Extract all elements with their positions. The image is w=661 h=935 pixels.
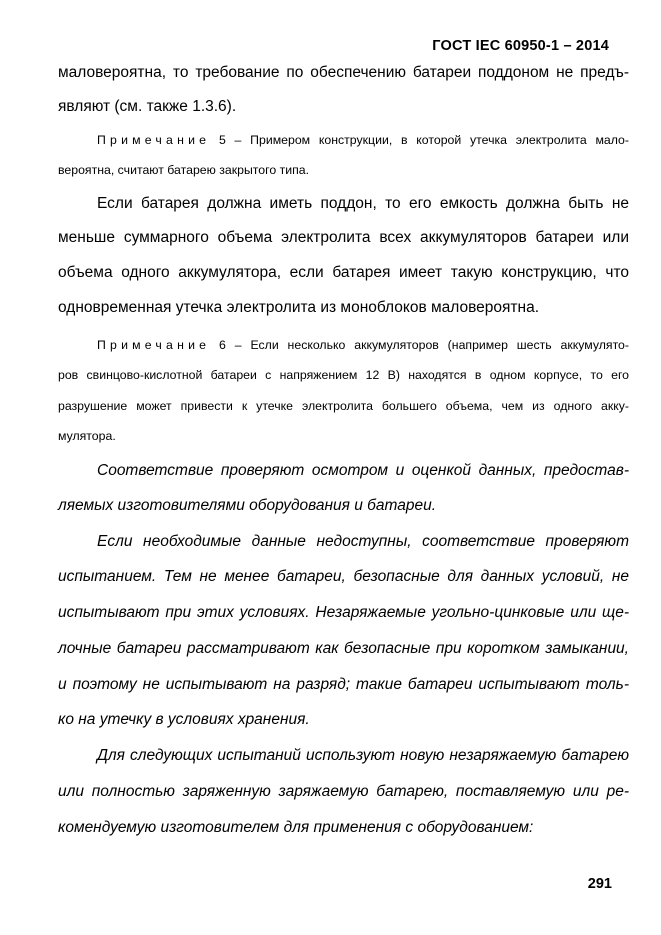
note-6-line-1 bbox=[97, 338, 629, 352]
note-5-line-2: вероятна, считают батарею закрытого типа. bbox=[58, 163, 310, 177]
note-6-line-2: ров свинцово-кислотной батареи с напряжением 12 В) находятся в одном корпусе, то его bbox=[58, 368, 629, 382]
paragraph-1-line-1: маловероятна, то требование по обеспечению батареи поддоном не предъ- bbox=[58, 64, 629, 81]
note-5-line-1 bbox=[97, 133, 629, 147]
paragraph-3-line-1: Соответствие проверяют осмотром и оценкой данных, предостав- bbox=[97, 462, 629, 479]
paragraph-2-line-1: Если батарея должна иметь поддон, то его емкость должна быть не bbox=[97, 195, 629, 212]
note-6-line-3: разрушение может привести к утечке электролита большего объема, чем из одного акку- bbox=[58, 399, 629, 413]
paragraph-4-line-5: и поэтому не испытывают на разряд; такие батареи испытывают толь- bbox=[58, 676, 629, 693]
page-header: ГОСТ IEC 60950-1 – 2014 bbox=[432, 38, 609, 54]
page-number: 291 bbox=[587, 876, 612, 892]
note-5-text: 5 – Примером конструкции, в которой утечка электролита мало- bbox=[210, 133, 629, 147]
paragraph-4-line-2: испытанием. Тем не менее батареи, безопасные для данных условий, не bbox=[58, 568, 629, 585]
paragraph-5-line-1: Для следующих испытаний используют новую незаряжаемую батарею bbox=[97, 747, 629, 764]
paragraph-4-line-4: лочные батареи рассматривают как безопасные при коротком замыкании, bbox=[58, 640, 629, 657]
paragraph-5-line-2: или полностью заряженную заряжаемую батарею, поставляемую или ре- bbox=[58, 783, 629, 800]
paragraph-3-line-2: ляемых изготовителями оборудования и батареи. bbox=[58, 497, 437, 514]
paragraph-4-line-1: Если необходимые данные недоступны, соответствие проверяют bbox=[97, 533, 629, 550]
paragraph-2-line-4: одновременная утечка электролита из моноблоков маловероятна. bbox=[58, 299, 540, 316]
paragraph-4-line-6: ко на утечку в условиях хранения. bbox=[58, 711, 310, 728]
paragraph-5-line-3: комендуемую изготовителем для применения с оборудованием: bbox=[58, 819, 534, 836]
paragraph-2-line-2: меньше суммарного объема электролита всех аккумуляторов батареи или bbox=[58, 229, 629, 246]
paragraph-1-line-2: являют (см. также 1.3.6). bbox=[58, 98, 237, 115]
paragraph-4-line-3: испытывают при этих условиях. Незаряжаемые угольно-цинковые или ще- bbox=[58, 604, 629, 621]
note-5-label: Примечание bbox=[97, 133, 211, 147]
paragraph-2-line-3: объема одного аккумулятора, если батарея имеет такую конструкцию, что bbox=[58, 264, 629, 281]
note-6-text: 6 – Если несколько аккумуляторов (например шесть аккумулято- bbox=[210, 338, 629, 352]
note-6-label: Примечание bbox=[97, 338, 211, 352]
note-6-line-4: мулятора. bbox=[58, 429, 116, 443]
